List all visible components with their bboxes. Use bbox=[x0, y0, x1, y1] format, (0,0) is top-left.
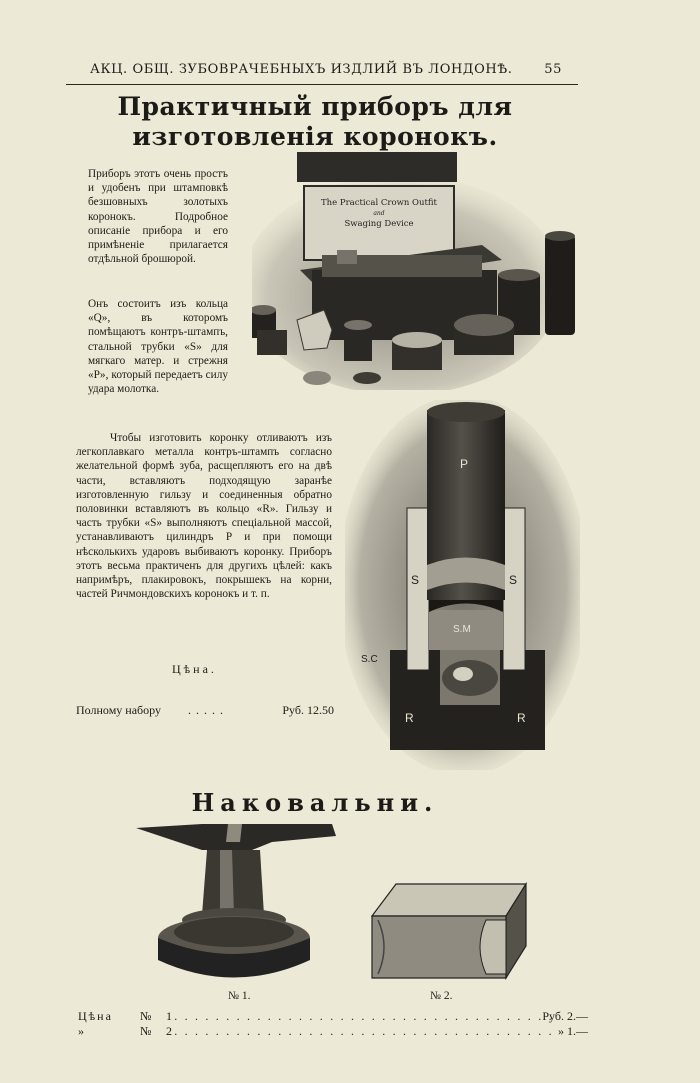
anvil-price-no: № bbox=[140, 1024, 152, 1038]
header-rule bbox=[66, 84, 578, 85]
usage-paragraph: Чтобы изготовить коронку отливаютъ изъ легкоплавкаго металла контръ-штампъ согласно желательной формѣ зуба, расщепляютъ его на двѣ части, вставляютъ подходящую заранѣе изготовленную гильзу и соединенныя обратно половинки вставляютъ въ кольцо «R». Гильзу и часть трубки «S» выполняютъ спеціальной массой, устанавливаютъ цилиндръ P и при помощи нѣсколькихъ ударовъ выбиваютъ коронку. Приборъ этотъ весьма практиченъ для другихъ цѣлей: какъ напримѣръ, плакировокъ, покрышекъ на корни, частей Ричмондовскихъ коронокъ и т. п. bbox=[76, 432, 332, 601]
anvil-1-caption: № 1. bbox=[228, 990, 251, 1002]
crown-outfit-photo bbox=[252, 150, 582, 390]
anvil-price-no: № bbox=[140, 1009, 152, 1023]
page-title: Практичный приборъ для изготовленія коронокъ. bbox=[117, 92, 513, 151]
box-label-line2: and bbox=[373, 210, 385, 217]
swaging-device-diagram bbox=[345, 400, 580, 770]
intro-paragraph: Приборъ этотъ очень простъ и удобенъ при штамповкѣ безшовныхъ золотыхъ коронокъ. Подробное описаніе прибора и его примѣненіе прилагается отдѣльной брошюрой. bbox=[88, 168, 228, 266]
anvil-price-lead: Цѣна bbox=[78, 1009, 113, 1023]
anvil-price-value: » 1.— bbox=[558, 1024, 588, 1038]
components-paragraph: Онъ состоитъ изъ кольца «Q», въ которомъ помѣщаютъ контръ-штампъ, стальной трубки «S» для мягкаго матер. и стрежня «P», который передаетъ силу удара молотка. bbox=[88, 298, 228, 396]
price-dots: . . . . . bbox=[188, 703, 224, 717]
anvil-1-illustration bbox=[132, 820, 342, 990]
price-row bbox=[76, 703, 334, 718]
running-title: АКЦ. ОБЩ. ЗУБОВРАЧЕБНЫХЪ ИЗДЛИЙ ВЪ ЛОНДОНѢ. bbox=[90, 62, 513, 77]
anvil-price-item: 2. . . . . . . . . . . . . . . . . . . . . . . . . . . . . . . . . . . . . bbox=[166, 1024, 554, 1038]
label-r-right: R bbox=[517, 711, 526, 725]
price-value: Руб. 12.50 bbox=[282, 703, 334, 717]
label-sc: S.C bbox=[361, 654, 378, 665]
anvil-price-item: 1. . . . . . . . . . . . . . . . . . . . . . . . . . . . . . . . . . . . . bbox=[166, 1009, 554, 1023]
anvils-heading: Наковальни. bbox=[191, 788, 439, 817]
anvil-2-caption: № 2. bbox=[430, 990, 453, 1002]
label-s-right: S bbox=[509, 573, 518, 587]
label-s-left: S bbox=[411, 573, 420, 587]
anvil-price-lead: » bbox=[78, 1024, 86, 1038]
price-label: Полному набору bbox=[76, 703, 161, 717]
label-sm: S.M bbox=[453, 624, 471, 635]
price-heading: Цѣна. bbox=[172, 662, 217, 676]
label-r-left: R bbox=[405, 711, 414, 725]
label-p: P bbox=[460, 457, 469, 471]
anvil-2-illustration bbox=[366, 880, 530, 984]
anvil-price-value: Руб. 2.— bbox=[542, 1009, 588, 1023]
box-label-line3: Swaging Device bbox=[344, 219, 414, 229]
page-number: 55 bbox=[544, 62, 562, 77]
box-label-line1: The Practical Crown Outfit bbox=[321, 198, 437, 208]
